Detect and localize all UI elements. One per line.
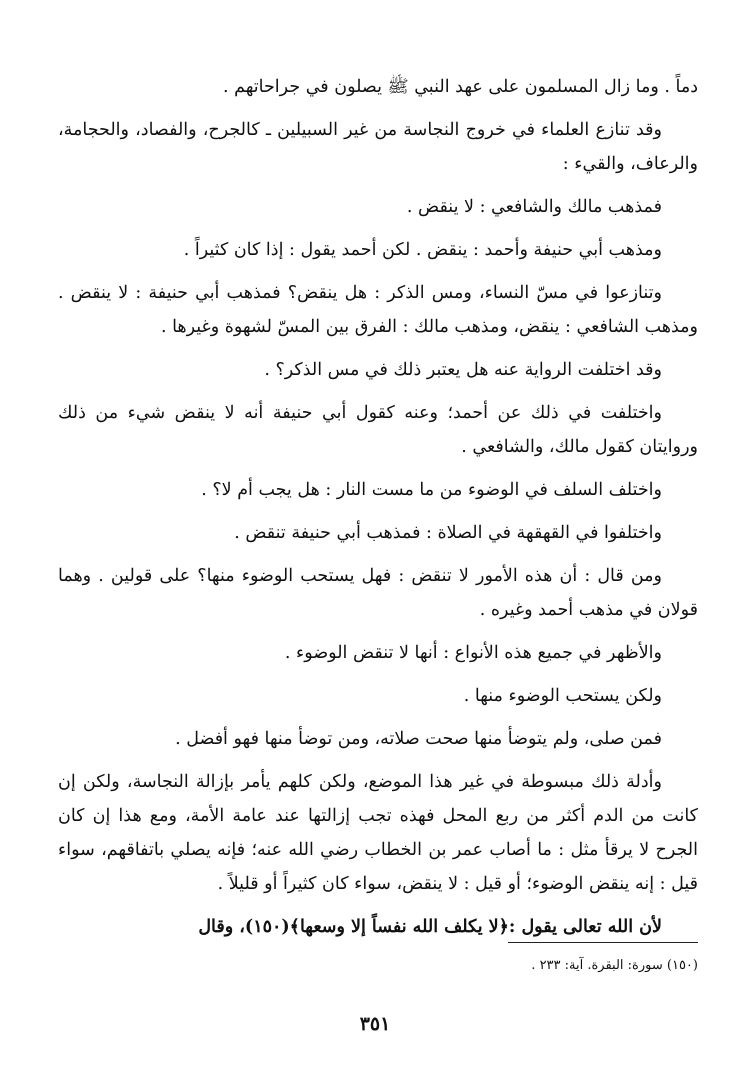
paragraph-15: لأن الله تعالى يقول :﴿لا يكلف الله نفساً إلا وسعها﴾(١٥٠)، وقال xyxy=(198,917,662,937)
paragraph-4: ومذهب أبي حنيفة وأحمد : ينقض . لكن أحمد يقول : إذا كان كثيراً . xyxy=(183,240,662,260)
page-body xyxy=(58,70,698,953)
paragraph-5: وتنازعوا في مسّ النساء، ومس الذكر : هل ينقض؟ فمذهب أبي حنيفة : لا ينقض . ومذهب الشافعي : ينقض، ومذهب مالك : الفرق بين المسّ لشهوة وغيرها . xyxy=(58,283,698,337)
footnote: (١٥٠) سورة: البقرة. آية: ٢٣٣ . xyxy=(531,958,698,973)
page-number: ٣٥١ xyxy=(359,1013,391,1035)
footnote-divider xyxy=(508,942,698,943)
paragraph-10: ومن قال : أن هذه الأمور لا تنقض : فهل يستحب الوضوء منها؟ على قولين . وهما قولان في مذهب أحمد وغيره . xyxy=(58,566,698,620)
paragraph-11: والأظهر في جميع هذه الأنواع : أنها لا تنقض الوضوء . xyxy=(284,643,662,663)
paragraph-9: واختلفوا في القهقهة في الصلاة : فمذهب أبي حنيفة تنقض . xyxy=(234,523,662,543)
paragraph-3: فمذهب مالك والشافعي : لا ينقض . xyxy=(406,197,662,217)
paragraph-6: وقد اختلفت الرواية عنه هل يعتبر ذلك في مس الذكر؟ . xyxy=(264,360,662,380)
paragraph-1: دماً . وما زال المسلمون على عهد النبي ﷺ يصلون في جراحاتهم . xyxy=(222,77,698,97)
paragraph-13: فمن صلى، ولم يتوضأ منها صحت صلاته، ومن توضأ منها فهو أفضل . xyxy=(175,729,662,749)
paragraph-7: واختلفت في ذلك عن أحمد؛ وعنه كقول أبي حنيفة أنه لا ينقض شيء من ذلك وروايتان كقول مالك، والشافعي . xyxy=(58,403,698,457)
paragraph-12: ولكن يستحب الوضوء منها . xyxy=(463,686,662,706)
paragraph-8: واختلف السلف في الوضوء من ما مست النار : هل يجب أم لا؟ . xyxy=(201,480,662,500)
paragraph-2: وقد تنازع العلماء في خروج النجاسة من غير السبيلين ـ كالجرح، والفصاد، والحجامة، والرعاف، والقيء : xyxy=(58,120,698,174)
paragraph-14: وأدلة ذلك مبسوطة في غير هذا الموضع، ولكن كلهم يأمر بإزالة النجاسة، ولكن إن كانت من الدم أكثر من ربع المحل فهذه تجب إزالتها عند عامة الأمة، ومع هذا إن كان الجرح لا يرقأ مثل : ما أصاب عمر بن الخطاب رضي الله عنه؛ فإنه يصلي باتفاقهم، سواء قيل : إنه ينقض الوضوء؛ أو قيل : لا ينقض، سواء كان كثيراً أو قليلاً . xyxy=(58,772,698,894)
